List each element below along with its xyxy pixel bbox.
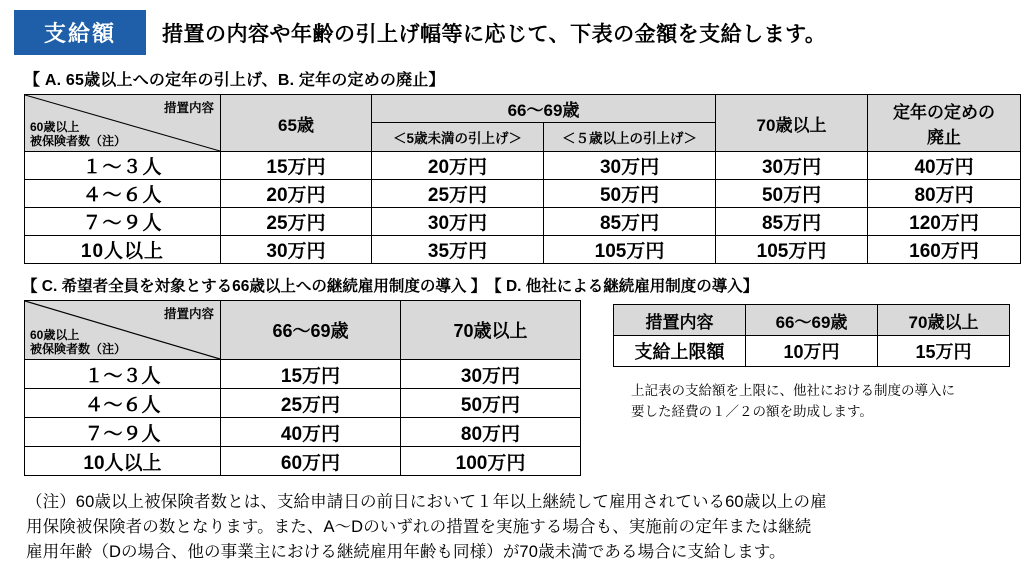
abolish-line2: 廃止 [927, 128, 962, 147]
table-a-row-label: 10人以上 [25, 236, 221, 264]
page-title: 措置の内容や年齢の引上げ幅等に応じて、下表の金額を支給します。 [162, 22, 827, 46]
table-a-cell-abolish: 80万円 [868, 180, 1021, 208]
table-c-row-label: １〜３人 [25, 360, 221, 389]
table-c-cell-66: 15万円 [221, 360, 401, 389]
corner-bottom-line1: 60歳以上 [30, 120, 80, 135]
table-c-row-label: 10人以上 [25, 447, 221, 476]
table-a-corner-cell [25, 95, 221, 152]
table-a-col-66-69-sub1: ＜5歳未満の引上げ＞ [372, 123, 544, 152]
table-d-cell-70: 15万円 [878, 336, 1010, 367]
table-a-col-66-69-sub2: ＜５歳以上の引上げ＞ [544, 123, 716, 152]
table-row [25, 236, 1021, 264]
section-d-block [613, 304, 1009, 423]
table-a-cell-66b: 105万円 [544, 236, 716, 264]
table-c-corner-cell [25, 301, 221, 360]
header-badge: 支給額 [14, 10, 146, 55]
corner-bottom-line2: 被保険者数（注） [30, 134, 127, 149]
table-c [24, 300, 581, 476]
table-a-header-row-1 [25, 95, 1021, 123]
table-c-cell-70: 50万円 [401, 389, 581, 418]
table-c-corner-top-label: 措置内容 [163, 307, 214, 321]
footnote-line1: （注）60歳以上被保険者数とは、支給申請日の前日において１年以上継続して雇用されている60歳以上の雇 [26, 493, 827, 511]
table-a [24, 94, 1021, 264]
table-a-cell-70: 105万円 [716, 236, 868, 264]
table-row [25, 418, 581, 447]
table-a-corner-top-label: 措置内容 [163, 101, 214, 115]
section-d-caption: 【 D. 他社による継続雇用制度の導入】 [486, 278, 759, 295]
section-c-caption: 【 C. 希望者全員を対象とする66歳以上への継続雇用制度の導入 】 [22, 278, 487, 295]
table-a-cell-70: 85万円 [716, 208, 868, 236]
table-c-cell-66: 60万円 [221, 447, 401, 476]
table-a-cell-65: 20万円 [221, 180, 372, 208]
table-a-cell-65: 30万円 [221, 236, 372, 264]
table-row [25, 208, 1021, 236]
footnote-line2: 用保険被保険者の数となります。また、A〜Dのいずれの措置を実施する場合も、実施前の定年または継続 [26, 517, 812, 536]
table-d-row-label: 支給上限額 [614, 336, 746, 367]
section-d-note [631, 381, 1009, 423]
table-row [25, 447, 581, 476]
table-c-corner-bottom-label [30, 329, 126, 357]
table-c-cell-70: 30万円 [401, 360, 581, 389]
table-c-row-label: ４〜６人 [25, 389, 221, 418]
table-row [25, 180, 1021, 208]
abolish-line1: 定年の定めの [893, 103, 996, 122]
table-a-row-label: １〜３人 [25, 152, 221, 180]
table-a-col-70: 70歳以上 [716, 95, 868, 152]
table-row [614, 336, 1010, 367]
corner-bottom-line2: 被保険者数（注） [30, 342, 127, 357]
table-a-cell-66a: 20万円 [372, 152, 544, 180]
table-a-cell-70: 30万円 [716, 152, 868, 180]
table-a-cell-65: 15万円 [221, 152, 372, 180]
section-d-note-line1: 上記表の支給額を上限に、他社における制度の導入に [631, 383, 955, 398]
corner-bottom-line1: 60歳以上 [30, 328, 80, 343]
table-a-cell-abolish: 40万円 [868, 152, 1021, 180]
table-a-cell-66a: 30万円 [372, 208, 544, 236]
table-d-col-66-69: 66〜69歳 [746, 305, 878, 336]
table-a-col-abolish [868, 95, 1021, 152]
table-a-cell-66b: 50万円 [544, 180, 716, 208]
section-a-caption: 【 A. 65歳以上への定年の引上げ、B. 定年の定めの廃止】 [24, 72, 445, 89]
table-a-cell-65: 25万円 [221, 208, 372, 236]
table-a-row-label: ７〜９人 [25, 208, 221, 236]
page-header [14, 10, 1010, 55]
table-c-cell-70: 80万円 [401, 418, 581, 447]
table-row [25, 389, 581, 418]
table-a-corner-bottom-label [30, 121, 126, 149]
table-row [25, 152, 1021, 180]
table-a-cell-abolish: 160万円 [868, 236, 1021, 264]
footnote-line3: 雇用年齢（Dの場合、他の事業主における継続雇用年齢も同様）が70歳未満である場合に支給します。 [26, 542, 786, 561]
footnote [26, 490, 1002, 564]
table-row [25, 360, 581, 389]
table-c-header-row [25, 301, 581, 360]
section-d-note-line2: 要した経費の１／２の額を助成します。 [631, 403, 873, 419]
table-a-cell-abolish: 120万円 [868, 208, 1021, 236]
table-a-col-66-69: 66〜69歳 [372, 95, 716, 123]
table-d-col-70: 70歳以上 [878, 305, 1010, 336]
section-cd-captions [22, 274, 1010, 296]
lower-tables-wrapper [14, 300, 1010, 476]
table-a-row-label: ４〜６人 [25, 180, 221, 208]
table-a-col-65: 65歳 [221, 95, 372, 152]
table-d-cell-66: 10万円 [746, 336, 878, 367]
table-a-cell-66a: 35万円 [372, 236, 544, 264]
table-a-cell-66b: 30万円 [544, 152, 716, 180]
table-a-cell-66a: 25万円 [372, 180, 544, 208]
table-d-col-measure: 措置内容 [614, 305, 746, 336]
table-d [613, 304, 1010, 367]
table-c-col-66-69: 66〜69歳 [221, 301, 401, 360]
table-c-cell-66: 25万円 [221, 389, 401, 418]
table-c-row-label: ７〜９人 [25, 418, 221, 447]
table-d-header-row [614, 305, 1010, 336]
table-a-cell-70: 50万円 [716, 180, 868, 208]
table-a-cell-66b: 85万円 [544, 208, 716, 236]
table-c-cell-70: 100万円 [401, 447, 581, 476]
table-c-col-70: 70歳以上 [401, 301, 581, 360]
table-c-cell-66: 40万円 [221, 418, 401, 447]
